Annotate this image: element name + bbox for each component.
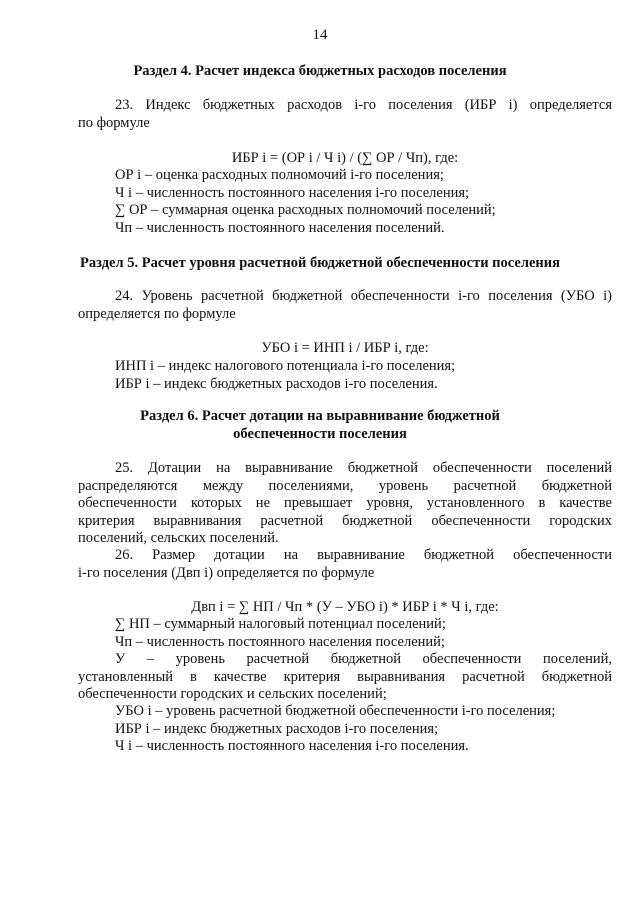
definition-line: ИБР i – индекс бюджетных расходов i-го поселения; bbox=[115, 720, 439, 737]
formula-ubo: УБО i = ИНП i / ИБР i, где: bbox=[261, 340, 429, 356]
formula-ibr: ИБР i = (ОР i / Ч i) / (∑ ОР / Чп), где: bbox=[231, 150, 459, 166]
definition-line: УБО i – уровень расчетной бюджетной обеспеченности i-го поселения; bbox=[115, 703, 556, 719]
definition-line: Чп – численность постоянного населения поселений; bbox=[115, 633, 445, 650]
definition-line: ИНП i – индекс налогового потенциала i-го поселения; bbox=[115, 358, 456, 374]
section-4-heading: Раздел 4. Расчет индекса бюджетных расходов поселения bbox=[133, 63, 507, 79]
section-6-heading-line-1: Раздел 6. Расчет дотации на выравнивание бюджетной bbox=[140, 408, 500, 424]
page-number: 14 bbox=[312, 27, 328, 43]
definition-u-line: обеспеченности городских и сельских поселений; bbox=[78, 686, 387, 702]
paragraph-23-line-1: 23. Индекс бюджетных расходов i-го поселения (ИБР i) определяется bbox=[115, 97, 612, 113]
paragraph-26-line-1: 26. Размер дотации на выравнивание бюджетной обеспеченности bbox=[115, 547, 612, 563]
paragraph-25-line: 25. Дотации на выравнивание бюджетной обеспеченности поселений bbox=[115, 460, 612, 476]
definition-u-line: установленный в качестве критерия выравнивания расчетной бюджетной bbox=[78, 668, 612, 685]
section-5-definitions bbox=[115, 358, 615, 393]
paragraph-26-line-2: i-го поселения (Двп i) определяется по формуле bbox=[78, 564, 375, 581]
definition-line: Ч i – численность постоянного населения i-го поселения. bbox=[115, 738, 469, 754]
section-5-heading: Раздел 5. Расчет уровня расчетной бюджетной обеспеченности поселения bbox=[80, 255, 560, 271]
paragraph-25 bbox=[78, 460, 612, 548]
paragraph-24 bbox=[78, 288, 612, 323]
paragraph-25-line: критерия выравнивания расчетной бюджетной обеспеченности городских bbox=[78, 512, 612, 529]
definition-line: ∑ ОР – суммарная оценка расходных полномочий поселений; bbox=[115, 202, 496, 218]
definition-u bbox=[78, 651, 612, 704]
definition-line: ОР i – оценка расходных полномочий i-го поселения; bbox=[115, 167, 444, 183]
definition-line: Чп – численность постоянного населения поселений. bbox=[115, 219, 445, 236]
section-4-definitions bbox=[115, 167, 615, 237]
paragraph-24-line-1: 24. Уровень расчетной бюджетной обеспеченности i-го поселения (УБО i) bbox=[115, 288, 612, 304]
paragraph-25-line: поселений, сельских поселений. bbox=[78, 530, 279, 546]
definition-line: ИБР i – индекс бюджетных расходов i-го поселения. bbox=[115, 375, 438, 392]
definition-line: Ч i – численность постоянного населения i-го поселения; bbox=[115, 184, 470, 201]
paragraph-25-line: обеспеченности которых не превышает уровня, установленного в качестве bbox=[78, 495, 612, 511]
section-6-definitions-b bbox=[115, 703, 615, 756]
section-6-heading-line-2: обеспеченности поселения bbox=[233, 425, 407, 442]
paragraph-24-line-2: определяется по формуле bbox=[78, 305, 236, 322]
section-6-heading bbox=[0, 408, 640, 443]
paragraph-25-line: распределяются между поселениями, уровень расчетной бюджетной bbox=[78, 477, 612, 494]
formula-dvp: Двп i = ∑ НП / Чп * (У – УБО i) * ИБР i * Ч i, где: bbox=[191, 599, 499, 615]
paragraph-26 bbox=[78, 547, 612, 582]
definition-u-line: У – уровень расчетной бюджетной обеспеченности поселений, bbox=[115, 651, 612, 667]
paragraph-23-line-2: по формуле bbox=[78, 114, 150, 131]
definition-line: ∑ НП – суммарный налоговый потенциал поселений; bbox=[115, 616, 446, 632]
section-6-definitions-a bbox=[115, 616, 615, 651]
paragraph-23 bbox=[78, 97, 612, 132]
